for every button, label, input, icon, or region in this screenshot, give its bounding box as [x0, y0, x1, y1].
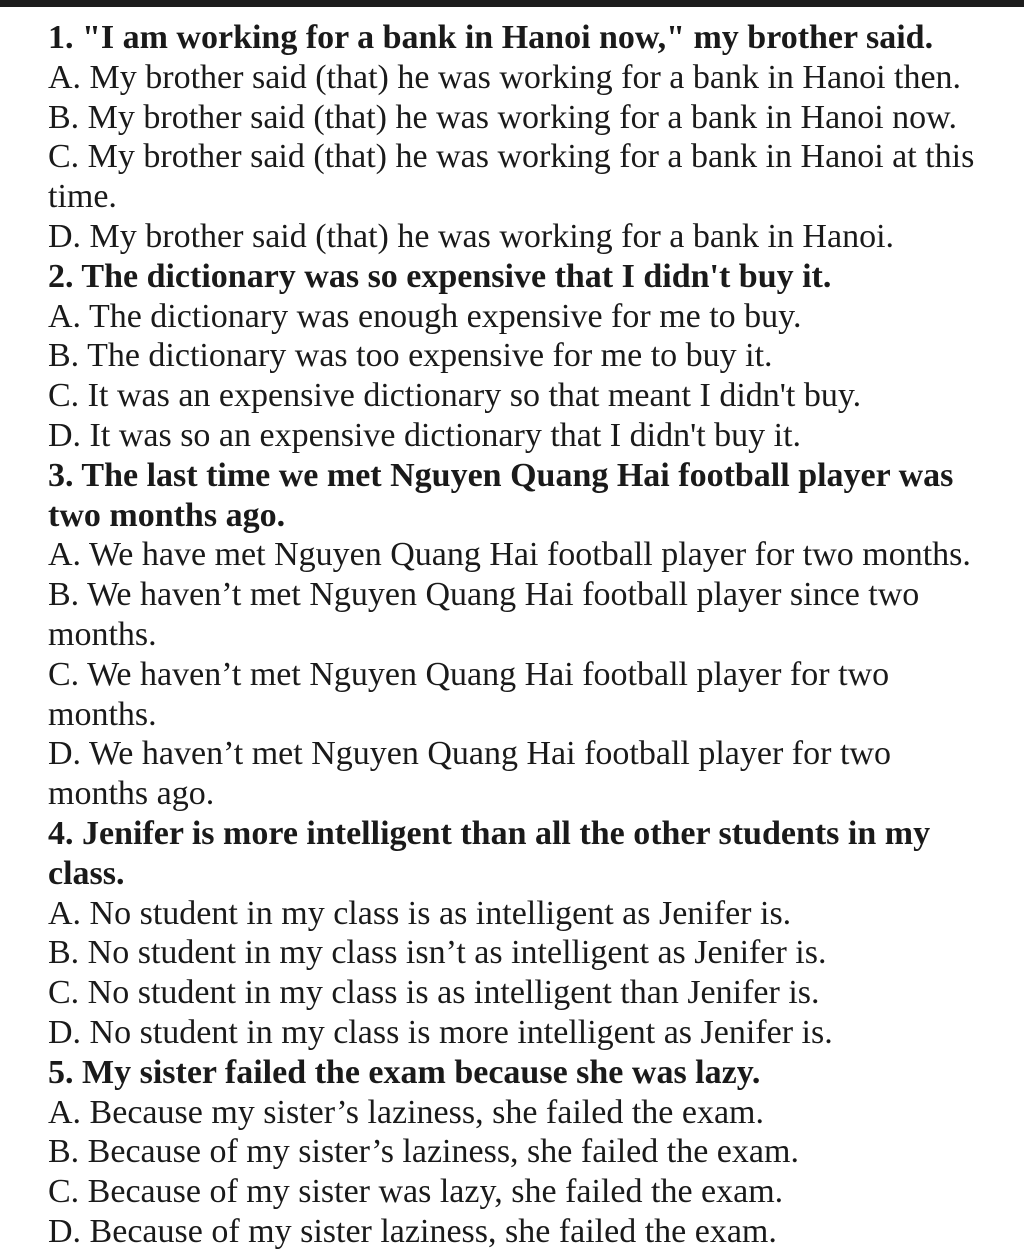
option-b: B. The dictionary was too expensive for me to buy it. [48, 337, 773, 375]
question-5 [48, 1053, 998, 1252]
option-a: A. We have met Nguyen Quang Hai football player for two months. [48, 536, 971, 574]
question-stem: 5. My sister failed the exam because she was lazy. [48, 1053, 761, 1091]
option-b: B. Because of my sister’s laziness, she failed the exam. [48, 1133, 799, 1171]
question-stem: 4. Jenifer is more intelligent than all the other students in my class. [48, 814, 931, 892]
question-4 [48, 814, 998, 1053]
question-stem: 1. "I am working for a bank in Hanoi now," my brother said. [48, 19, 934, 56]
question-stem: 3. The last time we met Nguyen Quang Hai football player was two months ago. [48, 456, 954, 534]
option-c: C. My brother said (that) he was working for a bank in Hanoi at this time. [48, 138, 975, 216]
option-b: B. My brother said (that) he was working for a bank in Hanoi now. [48, 98, 957, 136]
option-a: A. My brother said (that) he was working for a bank in Hanoi then. [48, 58, 962, 96]
question-1 [48, 18, 998, 257]
option-a: A. No student in my class is as intelligent as Jenifer is. [48, 894, 792, 932]
option-d: D. We haven’t met Nguyen Quang Hai football player for two months ago. [48, 735, 891, 813]
option-b: B. No student in my class isn’t as intelligent as Jenifer is. [48, 934, 827, 972]
question-stem: 2. The dictionary was so expensive that I didn't buy it. [48, 257, 832, 295]
question-2 [48, 257, 998, 456]
option-a: A. Because my sister’s laziness, she failed the exam. [48, 1093, 764, 1131]
option-b: B. We haven’t met Nguyen Quang Hai football player since two months. [48, 576, 920, 653]
option-c: C. No student in my class is as intelligent than Jenifer is. [48, 974, 820, 1012]
option-c: C. It was an expensive dictionary so that meant I didn't buy. [48, 377, 862, 415]
option-d: D. Because of my sister laziness, she failed the exam. [48, 1212, 777, 1250]
question-3 [48, 456, 998, 814]
worksheet [48, 18, 998, 1252]
option-d: D. It was so an expensive dictionary that I didn't buy it. [48, 416, 802, 454]
page-top-edge [0, 0, 1024, 7]
option-c: C. Because of my sister was lazy, she failed the exam. [48, 1173, 784, 1211]
option-d: D. My brother said (that) he was working for a bank in Hanoi. [48, 217, 895, 255]
option-d: D. No student in my class is more intelligent as Jenifer is. [48, 1013, 833, 1051]
option-c: C. We haven’t met Nguyen Quang Hai football player for two months. [48, 655, 890, 733]
option-a: A. The dictionary was enough expensive for me to buy. [48, 297, 802, 335]
